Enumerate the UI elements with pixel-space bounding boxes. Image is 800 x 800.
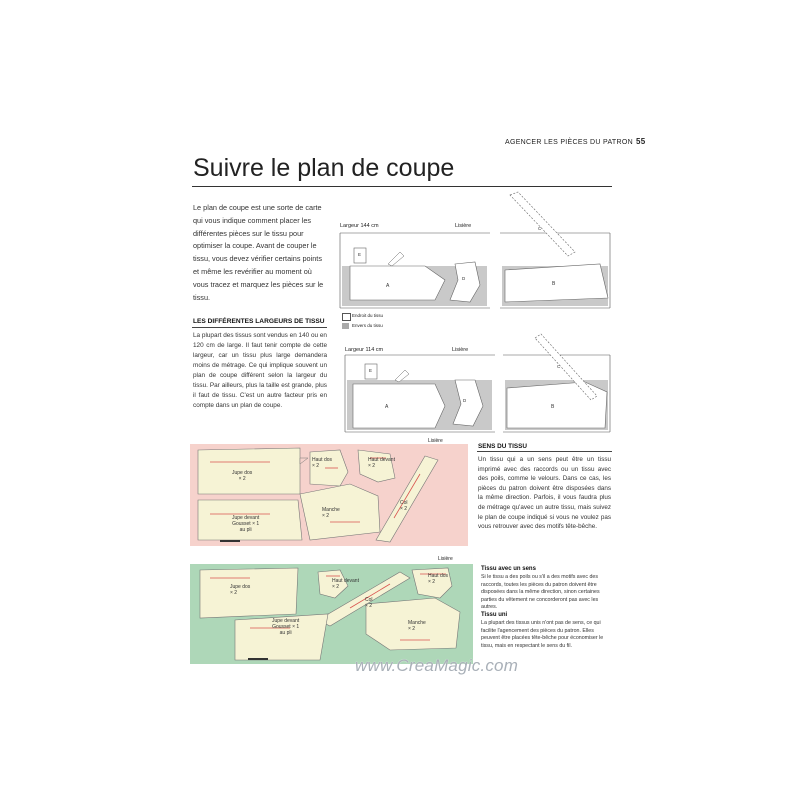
running-head [505,137,645,146]
pink-manche [300,484,380,540]
piece-a [350,266,445,300]
green-manche-name: Manche [408,620,426,626]
pink-haut-dos-name: Haut dos [312,457,333,463]
pink-manche-name: Manche [322,507,340,513]
pink-selvage-label: Lisière [428,438,443,444]
pink-haut-devant-label [368,457,395,469]
green-col-name: Col [365,597,373,603]
pink-jupe-devant-extra: Gousset × 1 [232,521,260,527]
widths-rule [192,327,327,328]
pink-jupe-devant-fold: au pli [239,527,252,533]
svg-text:D: D [463,398,467,403]
pink-jupe-dos-qty: × 2 [238,476,246,482]
pink-col-name: Col [400,500,408,506]
green-jupe-dos-label [230,584,250,596]
piece-b-bottom [507,382,607,428]
widths-body: La plupart des tissus sont vendus en 140 ou en 120 cm de large. Il faut tenir compte de cette largeur, car un tissu plus large demandera moins de métrage. Ce qui implique souvent un plan de coupe différent selon la largeur du tissu. Par ailleurs, plus la taille est grande, plus il faut de tissu. C'est un autre facteur pris en compte dans un plan de coupe. [193,332,327,409]
label-e: E [358,252,362,257]
pink-col-label [400,500,408,512]
bottom-selvage-label: Lisière [452,347,469,353]
green-col-label [365,597,373,609]
svg-text:E: E [369,368,373,373]
green-jupe-dos-qty: × 2 [230,590,238,596]
top-selvage-label: Lisière [455,223,472,229]
bottom-cutting-diagram [335,330,620,440]
pink-haut-dos-label [312,457,332,469]
sens-rule [477,451,612,452]
page-title: Suivre le plan de coupe [193,154,455,182]
sens-heading: SENS DU TISSU [478,443,528,450]
bottom-width-label: Largeur 114 cm [345,347,384,353]
green-manche-qty: × 2 [408,626,416,632]
pink-haut-devant-qty: × 2 [368,463,376,469]
legend-right-swatch [342,313,351,321]
watermark: www.CreaMagic.com [355,656,519,675]
page-number: 55 [635,137,646,146]
label-d: D [462,276,466,281]
green-jupe-devant-fold: au pli [279,630,292,636]
title-rule [192,186,612,187]
sens-body: Un tissu qui a un sens peut être un tissu imprimé avec des raccords ou un tissu avec des poils, comme le velours. Dans ce cas, les pièces du patron doivent être disposées dans la même direction. Parfois, il vous faudra plus de métrage qu'avec un autre tissu, mais suivez le plan de coupe indiqué si vous ne voulez pas vous retrouver avec des motifs tête-bêche. [478,456,611,531]
green-haut-dos-qty: × 2 [428,579,436,585]
pink-haut-dos-qty: × 2 [312,463,320,469]
green-jupe-devant-name: Jupe devant [272,618,300,624]
svg-text:B: B [551,404,555,410]
green-haut-devant-qty: × 2 [332,584,340,590]
directional-body: Si le tissu a des poils ou s'il a des motifs avec des raccords, toutes les pièces du patron doivent être disposées dans la même direction, sinon certaines parties du vêtement ne concorderont pas avec les autres. [481,574,600,611]
svg-text:C: C [557,364,561,369]
green-haut-devant-label [332,578,359,590]
label-a: A [386,283,390,289]
piece-a-bottom [353,384,445,428]
pink-jupe-dos-label [232,470,252,482]
pink-manche-label [322,507,340,519]
directional-heading: Tissu avec un sens [481,566,536,572]
green-col-qty: × 2 [365,603,373,609]
green-haut-dos-label [428,573,448,585]
top-cutting-diagram [330,190,620,330]
legend-wrong-label: Envers du tissu [352,323,383,328]
pink-haut-devant-name: Haut devant [368,457,395,463]
piece-c [510,192,575,256]
pink-jupe-dos-name: Jupe dos [232,470,253,476]
running-head-title: AGENCER LES PIÈCES DU PATRON [505,139,633,146]
green-haut-devant-name: Haut devant [332,578,359,584]
label-b: B [552,281,556,287]
green-jupe-devant-label [272,618,299,636]
piece-b [505,264,608,302]
pink-col-qty: × 2 [400,506,408,512]
plain-body: La plupart des tissus unis n'ont pas de sens, ce qui facilite l'agencement des pièces du patron. Elles peuvent être placées tête-bêche pour économiser le tissu, mais en respectant le sens du fil. [481,620,604,649]
green-jupe-devant-extra: Gousset × 1 [272,624,300,630]
top-width-label: Largeur 144 cm [340,223,379,229]
pink-manche-qty: × 2 [322,513,330,519]
legend-right-label: Endroit du tissu [352,313,384,318]
green-selvage-label: Lisière [438,556,453,562]
legend-wrong-swatch [342,323,349,329]
pink-jupe-devant-name: Jupe devant [232,515,260,521]
svg-text:A: A [385,404,389,410]
green-haut-dos-name: Haut dos [428,573,449,579]
intro-paragraph: Le plan de coupe est une sorte de carte qui vous indique comment placer les différentes pièces sur le tissu pour optimiser la coupe. Avant de couper le tissu, vous devez vérifier certains points et même les revérifier au moment où vous tracez et marquez les pièces sur le tissu. [193,203,324,302]
green-jupe-dos-name: Jupe dos [230,584,251,590]
widths-heading: LES DIFFÉRENTES LARGEURS DE TISSU [193,318,325,325]
label-c: C [538,226,542,231]
pink-jupe-devant-label [232,515,259,533]
plain-heading: Tissu uni [481,612,508,618]
green-manche-label [408,620,426,632]
